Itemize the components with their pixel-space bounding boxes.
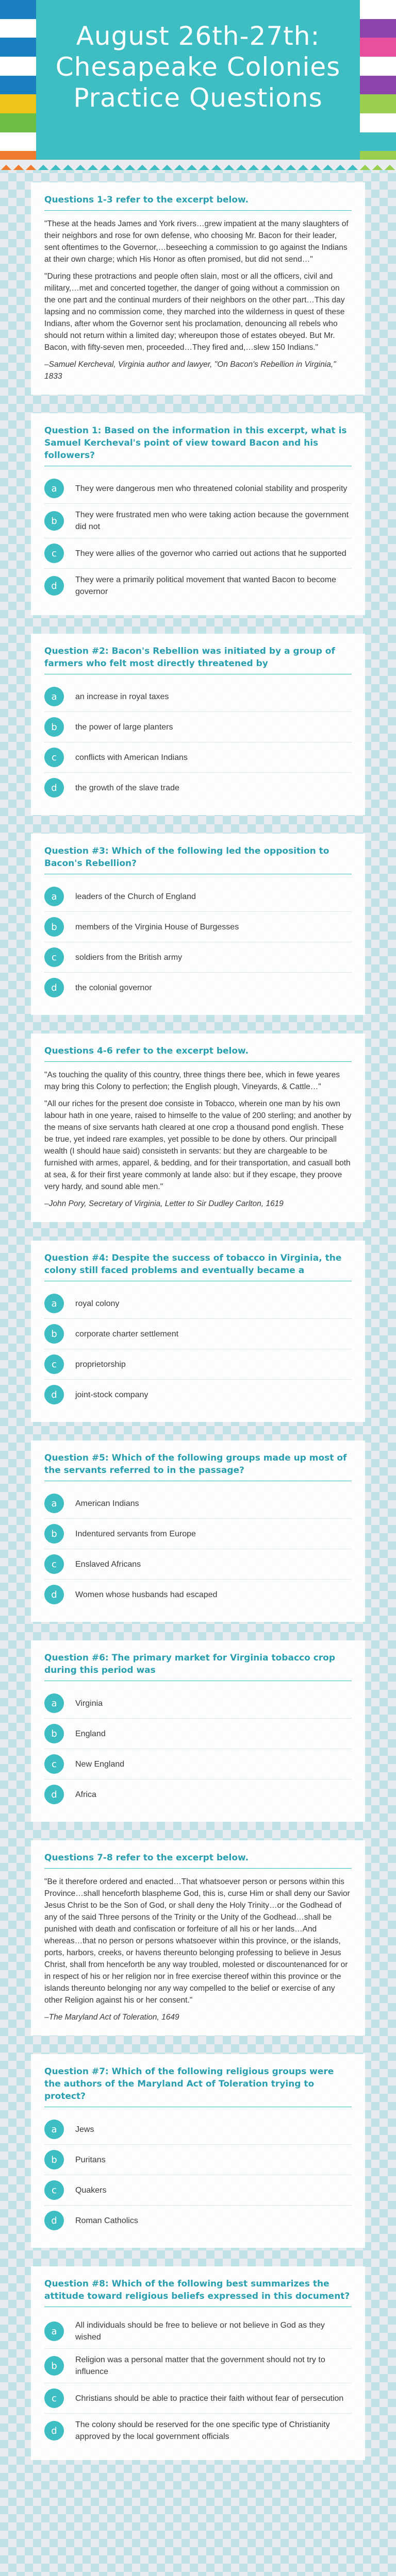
option-text: They were allies of the governor who carried out actions that he supported [75,549,346,558]
option-letter-badge: a [44,2120,64,2139]
option-text: Roman Catholics [75,2216,138,2225]
option-text: joint-stock company [75,1390,148,1399]
title-line-2: Chesapeake Colonies [55,52,341,82]
right-stripe [360,94,396,113]
option-text: Indentured servants from Europe [75,1529,196,1538]
passage-paragraph: "As touching the quality of this country, three things there bee, which in fewe yeares may bring this Colony to perfection; the English plough, Vineyards, & Cattle…" [44,1071,340,1091]
option-letter-badge: c [44,748,64,767]
header-banner [0,0,396,170]
option-text: Quakers [75,2185,107,2195]
right-stripe [360,0,396,19]
option-text: England [75,1729,106,1738]
left-stripe [0,57,36,76]
right-stripe [360,113,396,132]
passage-body [44,1069,352,1210]
option-letter-badge: b [44,2356,64,2376]
option-text: members of the Virginia House of Burgesses [75,922,239,931]
right-stripe [360,132,396,151]
option-text: Africa [75,1790,96,1799]
option-text: All individuals should be free to believe or not believe in God as they wished [75,2321,325,2342]
answer-options [44,682,352,803]
option-text: Enslaved Africans [75,1560,141,1569]
passage-heading: Questions 7-8 refer to the excerpt below. [44,1852,352,1869]
answer-option-a [44,1289,352,1319]
passage-paragraph: "Be it therefore ordered and enacted…That whatsoever person or persons within this Province…shall henceforth blaspheme God, this is, curse Him or shall deny our Savior Jesus Christ to be the Son of God, or shall deny the Holy Trinity…or the Godhead of any of the said Three persons of the Trinity or the Unity of the Godhead…shall be punished with death and confiscation or forfeiture of all his or her lands…And whereas…that no person or persons whatsoever within this province, or the islands, ports, harbors, creeks, or havens thereunto belonging professing to believe in Jesus Christ, shall from henceforth be any way troubled, molested or discountenanced for or in respect of his or her religion nor in free exercise thereof within this province or the islands thereunto belonging nor any way compelled to the belief or exercise of any other Religion against his or her consent." [44,1877,350,2005]
option-letter-badge: d [44,2211,64,2230]
passage-body [44,218,352,382]
passage-card [31,1033,365,1222]
option-text: They were frustrated men who were taking action because the government did not [75,511,349,531]
answer-option-b [44,1519,352,1549]
right-stripe [360,38,396,57]
option-letter-badge: d [44,1385,64,1404]
answer-option-a [44,1488,352,1519]
answer-option-a [44,2114,352,2145]
option-letter-badge: b [44,1524,64,1544]
passage-paragraph: "All our riches for the present doe consiste in Tobacco, wherein one man by his own labour hath in one yeare, raised to himselfe to the value of 200 sterling; and another by the means of sixe servants hath cleared at one crop a thousand pond english. These be true, yet indeed rare examples, yet possible to be done by others. Our principall wealth (I should haue said) consisteth in servants: but they are chargeable to be furnished with armes, apparel, & bedding, and for their transportation, and casuall both at sea, & for their first yeare commonly at lande also: but if they escape, they proove very hardy, and sound able men." [44,1099,352,1191]
question-heading: Question 1: Based on the information in this excerpt, what is Samuel Kercheval's point of view toward Bacon and his followers? [44,425,352,466]
option-letter-badge: c [44,544,64,563]
answer-option-d [44,973,352,1003]
answer-option-d [44,2414,352,2448]
option-text: corporate charter settlement [75,1329,179,1338]
answer-option-b [44,1319,352,1349]
left-stripe [0,94,36,113]
passage-body [44,1876,352,2023]
option-letter-badge: c [44,2180,64,2200]
answer-option-b [44,2349,352,2383]
right-color-stripes [360,0,396,170]
answer-option-d [44,569,352,603]
passage-citation: –The Maryland Act of Toleration, 1649 [44,2013,179,2022]
question-heading: Question #7: Which of the following religious groups were the authors of the Maryland Act of Toleration trying to protect? [44,2065,352,2107]
answer-options [44,1488,352,1609]
option-letter-badge: a [44,887,64,906]
option-text: the growth of the slave trade [75,783,179,792]
option-text: the power of large planters [75,722,173,732]
header-zigzag-edge [0,160,396,170]
answer-option-c [44,538,352,569]
question-card [31,1440,365,1622]
option-text: Puritans [75,2155,106,2164]
option-letter-badge: a [44,1294,64,1313]
passage-citation: –John Pory, Secretary of Virginia, Letter to Sir Dudley Carlton, 1619 [44,1199,284,1208]
option-letter-badge: c [44,2388,64,2408]
option-letter-badge: b [44,717,64,737]
option-letter-badge: d [44,778,64,798]
answer-option-b [44,712,352,742]
answer-option-a [44,473,352,504]
question-card [31,2266,365,2460]
left-stripe [0,38,36,57]
right-stripe [360,76,396,95]
passage-heading: Questions 1-3 refer to the excerpt below. [44,194,352,211]
answer-option-c [44,1749,352,1780]
left-stripe [0,0,36,19]
answer-option-d [44,1580,352,1609]
answer-option-c [44,2383,352,2414]
option-text: leaders of the Church of England [75,892,196,901]
question-card [31,634,365,815]
question-heading: Question #5: Which of the following groups made up most of the servants referred to in the passage? [44,1452,352,1481]
answer-option-c [44,742,352,773]
answer-option-c [44,942,352,973]
answer-option-b [44,912,352,942]
option-text: proprietorship [75,1360,126,1369]
left-color-stripes [0,0,36,170]
option-text: royal colony [75,1299,120,1308]
answer-option-d [44,1380,352,1410]
question-heading: Question #8: Which of the following best summarizes the attitude toward religious beliefs expressed in this document? [44,2278,352,2307]
questions-content [0,170,396,2499]
right-stripe [360,19,396,38]
left-stripe [0,132,36,151]
option-text: soldiers from the British army [75,953,183,962]
option-text: The colony should be reserved for the one specific type of Christianity approved by the local government officials [75,2420,330,2441]
answer-option-a [44,682,352,712]
option-text: American Indians [75,1499,139,1508]
answer-options [44,882,352,1003]
passage-heading: Questions 4-6 refer to the excerpt below. [44,1045,352,1062]
answer-option-b [44,2145,352,2175]
option-letter-badge: c [44,1354,64,1374]
option-letter-badge: b [44,917,64,937]
option-text: the colonial governor [75,983,152,992]
passage-card [31,1840,365,2036]
answer-option-d [44,2206,352,2235]
option-letter-badge: a [44,1693,64,1713]
answer-option-d [44,1780,352,1809]
option-letter-badge: b [44,1724,64,1743]
left-stripe [0,19,36,38]
option-text: an increase in royal taxes [75,692,169,701]
left-stripe [0,76,36,95]
answer-option-b [44,1719,352,1749]
title-line-1: August 26th-27th: [76,21,320,51]
question-card [31,413,365,615]
right-stripe [360,57,396,76]
answer-option-a [44,882,352,912]
option-text: They were dangerous men who threatened colonial stability and prosperity [75,484,348,493]
option-letter-badge: d [44,2421,64,2441]
question-heading: Question #6: The primary market for Virginia tobacco crop during this period was [44,1652,352,1681]
page-title [41,21,355,113]
question-heading: Question #3: Which of the following led the opposition to Bacon's Rebellion? [44,845,352,874]
option-letter-badge: a [44,479,64,498]
question-card [31,1640,365,1822]
option-text: Christians should be able to practice their faith without fear of persecution [75,2394,344,2403]
option-letter-badge: a [44,687,64,706]
answer-option-a [44,1688,352,1719]
left-stripe [0,113,36,132]
answer-option-a [44,2314,352,2349]
answer-options [44,1289,352,1410]
passage-card [31,182,365,395]
option-text: Women whose husbands had escaped [75,1590,218,1599]
answer-options [44,2114,352,2235]
bottom-spacer [0,2499,396,2520]
title-line-3: Practice Questions [73,83,323,113]
option-text: conflicts with American Indians [75,753,188,762]
question-heading: Question #2: Bacon's Rebellion was initiated by a group of farmers who felt most directly threatened by [44,645,352,674]
option-letter-badge: b [44,2150,64,2170]
option-letter-badge: b [44,511,64,531]
option-text: Jews [75,2125,94,2134]
question-card [31,2054,365,2248]
answer-option-c [44,2175,352,2206]
passage-paragraph: "These at the heads James and York rivers…grew impatient at the many slaughters of their neighbors and rose for own defense, who choosing Mr. Bacon for their leader, sent oftentimes to the Governor,…beseeching a commission to go against the Indians at their own charge; which His Honor as often promised, but did not send…" [44,219,349,264]
option-text: They were a primarily political movement that wanted Bacon to become governor [75,575,337,596]
option-letter-badge: d [44,1585,64,1604]
question-card [31,834,365,1015]
option-letter-badge: a [44,1494,64,1513]
option-text: New England [75,1759,125,1769]
option-letter-badge: c [44,947,64,967]
option-letter-badge: d [44,978,64,997]
answer-option-c [44,1349,352,1380]
option-letter-badge: d [44,1785,64,1804]
passage-citation: –Samuel Kercheval, Virginia author and lawyer, "On Bacon's Rebellion in Virginia," 1833 [44,360,336,381]
option-text: Religion was a personal matter that the government should not try to influence [75,2355,325,2376]
option-letter-badge: a [44,2321,64,2341]
answer-option-c [44,1549,352,1580]
option-letter-badge: c [44,1754,64,1774]
answer-options [44,1688,352,1809]
passage-paragraph: "During these protractions and people often slain, most or all the officers, civil and military,…met and concerted together, the danger of going without a commission on the one part and the continual murders of their neighbors on the other part…This day lapsing and no commission come, they marched into the wilderness in quest of these Indians, after whom the Governor sent his proclamation, denouncing all rebels who should not return within a limited day; whereupon those of estates obeyed. But Mr. Bacon, with fifty-seven men, proceeded…They fired and,…slew 150 Indians." [44,272,345,352]
answer-option-b [44,504,352,538]
answer-options [44,473,352,603]
option-letter-badge: c [44,1554,64,1574]
answer-option-d [44,773,352,803]
question-card [31,1241,365,1422]
option-letter-badge: d [44,576,64,596]
answer-options [44,2314,352,2448]
option-letter-badge: b [44,1324,64,1344]
option-text: Virginia [75,1699,103,1708]
question-heading: Question #4: Despite the success of tobacco in Virginia, the colony still faced problems and eventually became a [44,1252,352,1281]
